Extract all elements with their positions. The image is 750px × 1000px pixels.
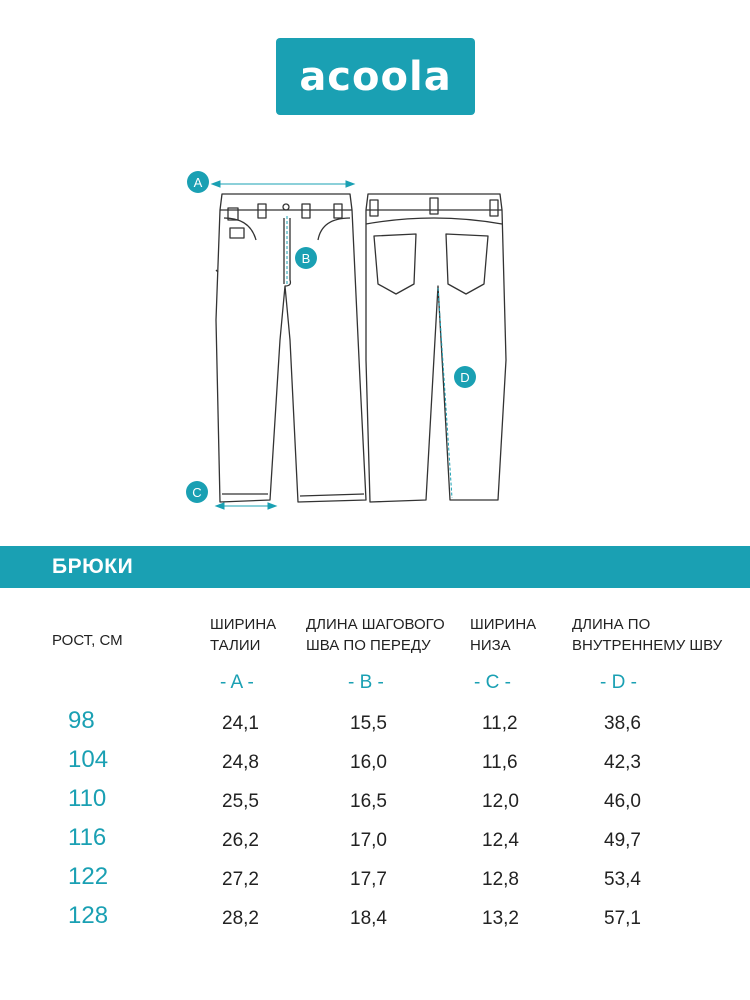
table-cell: 11,6 <box>482 752 518 773</box>
column-header-c-line1: ШИРИНА <box>470 616 537 633</box>
column-header-d-line2: ВНУТРЕННЕМУ ШВУ <box>572 637 723 654</box>
section-banner <box>0 546 750 588</box>
marker-c-label: C <box>192 485 202 500</box>
row-height-110: 110 <box>68 785 107 812</box>
table-cell: 24,8 <box>222 752 259 773</box>
column-letter-a: - A - <box>220 672 254 693</box>
table-cell: 15,5 <box>350 713 387 734</box>
table-cell: 18,4 <box>350 908 387 929</box>
logo-text: acoola <box>299 53 452 100</box>
section-title: БРЮКИ <box>52 555 134 578</box>
row-height-104: 104 <box>68 746 109 773</box>
table-cell: 12,0 <box>482 791 519 812</box>
row-header: РОСТ, СМ <box>52 632 123 649</box>
table-cell: 49,7 <box>604 830 641 851</box>
marker-a-label: A <box>193 175 203 190</box>
column-letter-b: - B - <box>348 672 384 693</box>
table-cell: 11,2 <box>482 713 518 734</box>
column-header-b-line1: ДЛИНА ШАГОВОГО <box>306 616 445 633</box>
front-trousers-drawing <box>216 194 366 502</box>
column-letter-d: - D - <box>600 672 637 693</box>
table-cell: 13,2 <box>482 908 519 929</box>
column-header-b-line2: ШВА ПО ПЕРЕДУ <box>306 637 431 654</box>
marker-b <box>295 247 317 269</box>
row-height-128: 128 <box>68 902 109 929</box>
table-cell: 42,3 <box>604 752 641 773</box>
brand-logo <box>276 38 475 115</box>
marker-d <box>454 366 476 388</box>
table-cell: 26,2 <box>222 830 259 851</box>
column-header-a-line1: ШИРИНА <box>210 616 277 633</box>
column-header-a-line2: ТАЛИИ <box>210 637 261 654</box>
table-cell: 12,8 <box>482 869 519 890</box>
table-cell: 28,2 <box>222 908 259 929</box>
back-trousers-drawing <box>366 194 506 502</box>
column-header-c-line2: НИЗА <box>470 637 511 654</box>
table-cell: 38,6 <box>604 713 641 734</box>
table-cell: 25,5 <box>222 791 259 812</box>
measure-line-d <box>438 288 452 498</box>
trousers-diagram <box>0 160 750 520</box>
table-cell: 17,0 <box>350 830 387 851</box>
row-height-116: 116 <box>68 824 107 851</box>
table-cell: 17,7 <box>350 869 387 890</box>
table-cell: 27,2 <box>222 869 259 890</box>
row-height-122: 122 <box>68 863 109 890</box>
column-header-b <box>306 614 445 656</box>
table-cell: 57,1 <box>604 908 641 929</box>
table-cell: 46,0 <box>604 791 641 812</box>
table-cell: 24,1 <box>222 713 259 734</box>
column-header-d <box>572 614 722 656</box>
table-cell: 53,4 <box>604 869 641 890</box>
marker-b-label: B <box>301 251 311 266</box>
marker-c <box>186 481 208 503</box>
table-cell: 16,0 <box>350 752 387 773</box>
table-cell: 16,5 <box>350 791 387 812</box>
marker-a <box>187 171 209 193</box>
column-header-c <box>470 614 536 656</box>
table-cell: 12,4 <box>482 830 519 851</box>
row-height-98: 98 <box>68 707 95 734</box>
column-letter-c: - C - <box>474 672 511 693</box>
column-header-d-line1: ДЛИНА ПО <box>572 616 651 633</box>
column-header-a <box>210 614 276 656</box>
marker-d-label: D <box>460 370 470 385</box>
